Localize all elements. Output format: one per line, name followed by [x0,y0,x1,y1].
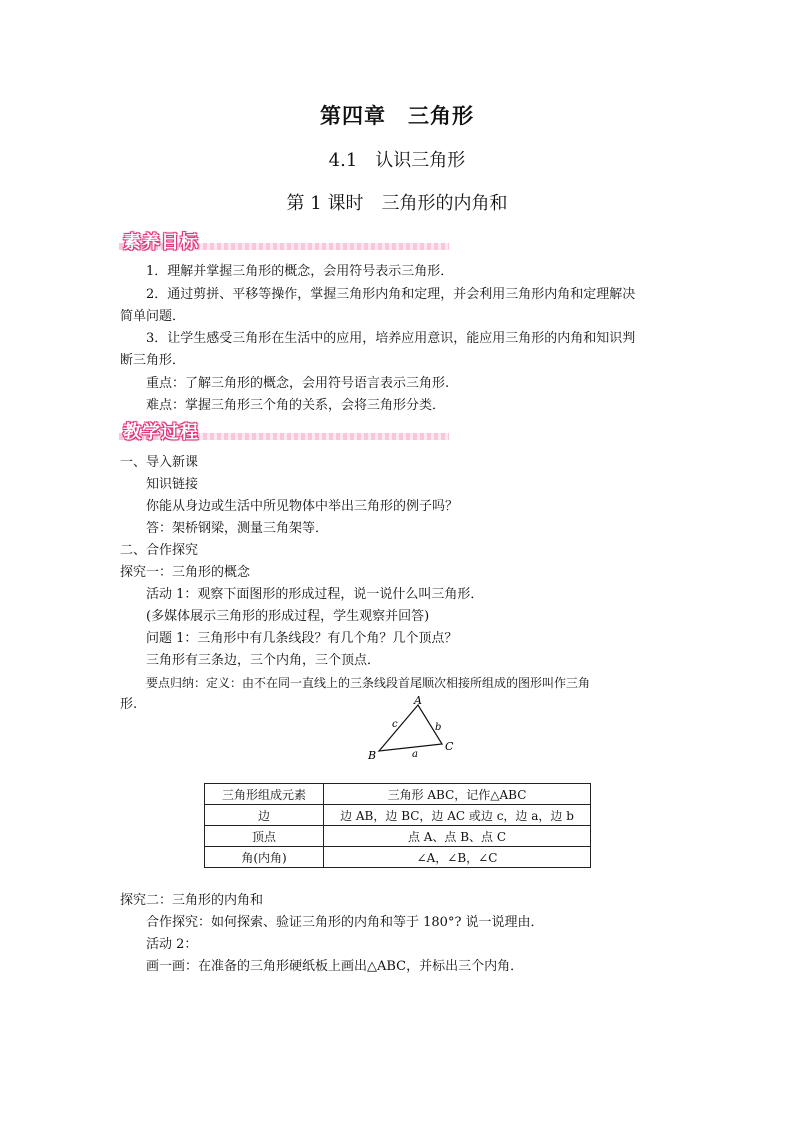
definition-text-end: 形. [120,697,138,712]
table-cell: 边 AB，边 BC，边 AC 或边 c，边 a，边 b [324,805,591,826]
explore-heading: 探究一：三角形的概念 [120,565,251,580]
activity-note: (多媒体展示三角形的形成过程，学生观察并回答) [146,609,430,624]
question-text: 你能从身边或生活中所见物体中举出三角形的例子吗？ [146,499,459,514]
side-b-label: b [435,722,442,733]
table-cell: 顶点 [205,826,324,847]
table-cell: 点 A、点 B、点 C [324,826,591,847]
process-banner [119,418,449,442]
side-a-label: a [412,749,418,760]
answer-text: 答：架桥钢梁，测量三角架等． [146,521,329,536]
process-banner-label: 教学过程 [123,422,199,443]
table-row [205,847,591,868]
table-cell: 角(内角) [205,847,324,868]
section-heading: 一、导入新课 [120,455,199,470]
table-cell: 边 [205,805,324,826]
vertex-a-label: A [414,694,422,707]
goal-line: 简单问题． [120,309,186,324]
definition-text: 要点归纳：定义：由不在同一直线上的三条线段首尾顺次相接所组成的图形叫作三角 [146,676,591,690]
answer-text: 三角形有三条边，三个内角，三个顶点． [146,653,381,668]
section-title: 4.1 认识三角形 [328,150,466,171]
table-cell: 三角形组成元素 [205,784,324,805]
goal-line: 断三角形． [120,353,186,368]
table-row [205,826,591,847]
key-point: 重点：了解三角形的概念，会用符号语言表示三角形. [146,376,450,391]
triangle-elements-table [204,783,591,868]
explore-text: 合作探究：如何探索、验证三角形的内角和等于 180°? 说一说理由． [146,915,544,930]
table-cell: 三角形 ABC，记作△ABC [324,784,591,805]
goal-line: 3．让学生感受三角形在生活中的应用，培养应用意识，能应用三角形的内角和知识判 [146,331,636,346]
difficult-point: 难点：掌握三角形三个角的关系，会将三角形分类． [146,398,446,413]
section-heading: 二、合作探究 [120,543,199,558]
table-row [205,805,591,826]
goal-line: 1．理解并掌握三角形的概念，会用符号表示三角形． [146,264,454,279]
question-text: 问题 1：三角形中有几条线段？有几个角？几个顶点？ [146,631,458,646]
vertex-b-label: B [368,749,377,762]
activity-heading: 活动 2： [146,937,198,952]
triangle-shape [379,705,442,751]
table-row [205,784,591,805]
goal-line: 2．通过剪拼、平移等操作，掌握三角形内角和定理，并会利用三角形内角和定理解决 [146,287,636,302]
chapter-title: 第四章 三角形 [320,103,474,128]
triangle-figure [360,693,470,763]
activity-text: 活动 1：观察下面图形的形成过程，说一说什么叫三角形． [146,587,484,602]
subheading: 知识链接 [146,477,199,492]
table-cell: ∠A，∠B，∠C [324,847,591,868]
goals-banner-label: 素养目标 [123,232,199,253]
side-c-label: c [392,719,398,730]
explore-heading: 探究二：三角形的内角和 [120,893,264,908]
goals-banner [119,228,449,252]
vertex-c-label: C [445,740,454,753]
lesson-title: 第 1 课时 三角形的内角和 [286,193,508,214]
activity-text: 画一画：在准备的三角形硬纸板上画出△ABC，并标出三个内角． [146,959,524,974]
